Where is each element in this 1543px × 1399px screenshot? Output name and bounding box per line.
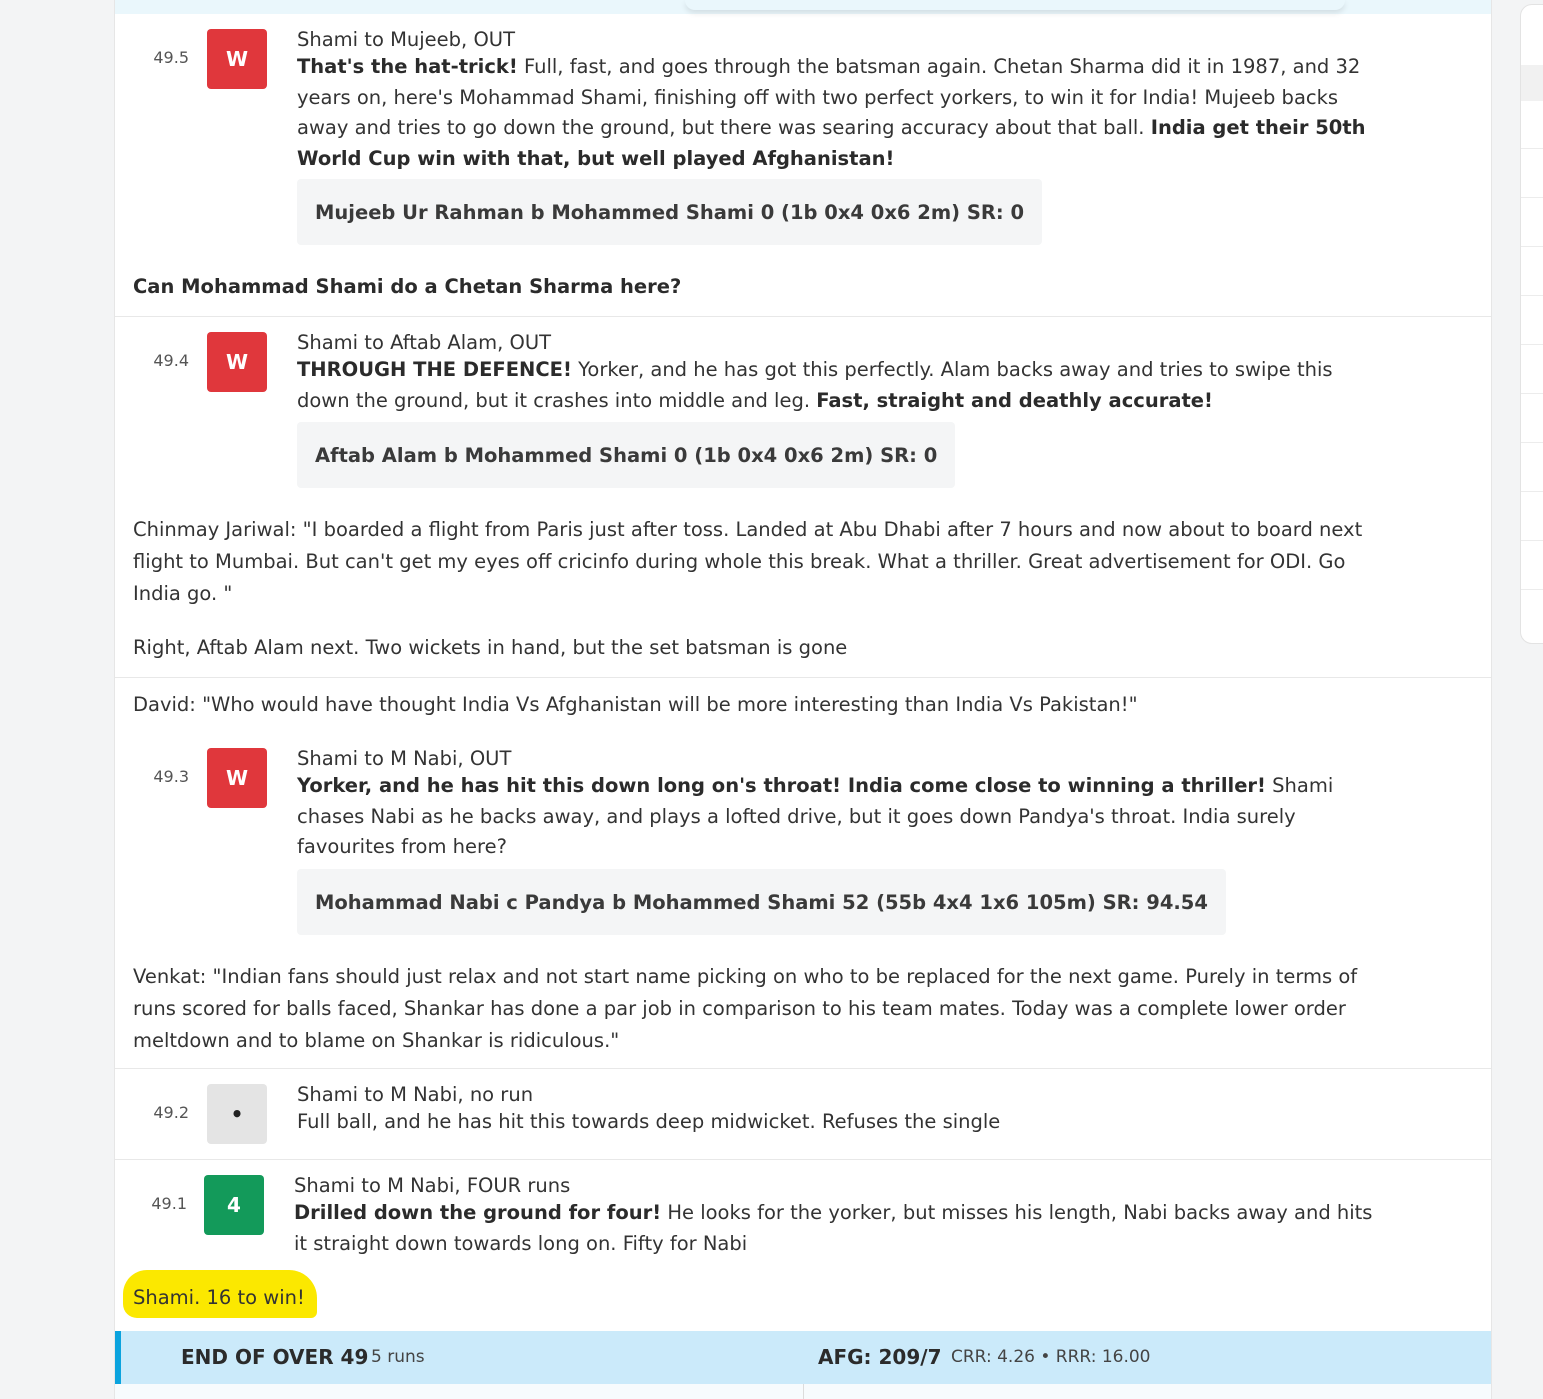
divider bbox=[1521, 344, 1543, 345]
dot-ball-badge: • bbox=[207, 1084, 267, 1144]
side-panel[interactable] bbox=[1520, 4, 1543, 644]
ball-tail: Fast, straight and deathly accurate! bbox=[816, 388, 1213, 412]
dismissal-card: Mohammad Nabi c Pandya b Mohammed Shami 52 (55b 4x4 1x6 105m) SR: 94.54 bbox=[297, 869, 1226, 935]
ball-title: Shami to M Nabi, OUT bbox=[297, 747, 512, 770]
wicket-badge: W bbox=[207, 332, 267, 392]
commentary-note: Can Mohammad Shami do a Chetan Sharma here? bbox=[133, 275, 682, 298]
commentary-note: Right, Aftab Alam next. Two wickets in hand, but the set batsman is gone bbox=[133, 636, 848, 659]
dismissal-card: Mujeeb Ur Rahman b Mohammed Shami 0 (1b 0x4 0x6 2m) SR: 0 bbox=[297, 179, 1042, 245]
ball-commentary bbox=[294, 1198, 1374, 1259]
wicket-badge: W bbox=[207, 748, 267, 808]
ball-title: Shami to Aftab Alam, OUT bbox=[297, 331, 552, 354]
divider bbox=[115, 316, 1491, 317]
ball-lead: Drilled down the ground for four! bbox=[294, 1201, 662, 1224]
reader-comment: Venkat: "Indian fans should just relax and not start name picking on who to be replaced for the next game. Purely in terms of runs scored for balls faced, Shankar has done a par job in comparison to his team mates. Today was a complete lower order meltdown and to blame on Shankar is ridiculous." bbox=[133, 965, 1358, 1052]
top-panel-edge bbox=[685, 0, 1345, 10]
over-number: 49.1 bbox=[151, 1194, 187, 1213]
team-score: AFG: 209/7 bbox=[818, 1345, 942, 1369]
dismissal-card: Aftab Alam b Mohammed Shami 0 (1b 0x4 0x6 2m) SR: 0 bbox=[297, 422, 955, 488]
over-number: 49.2 bbox=[153, 1103, 189, 1122]
ball-lead: THROUGH THE DEFENCE! bbox=[297, 358, 572, 381]
ball-title: Shami to M Nabi, FOUR runs bbox=[294, 1174, 571, 1197]
ball-lead: Yorker, and he has hit this down long on's throat! India come close to winning a thriller! bbox=[297, 774, 1266, 797]
divider bbox=[1521, 295, 1543, 296]
divider bbox=[1521, 246, 1543, 247]
divider bbox=[1521, 393, 1543, 394]
reader-comment: David: "Who would have thought India Vs Afghanistan will be more interesting than India Vs Pakistan!" bbox=[133, 693, 1138, 716]
four-runs-badge: 4 bbox=[204, 1175, 264, 1235]
divider bbox=[115, 1159, 1491, 1160]
ball-title: Shami to Mujeeb, OUT bbox=[297, 28, 515, 51]
divider bbox=[115, 677, 1491, 678]
divider bbox=[115, 1068, 1491, 1069]
end-of-over-title: END OF OVER 49 bbox=[181, 1345, 369, 1369]
over-number: 49.3 bbox=[153, 767, 189, 786]
commentary-note: Shami. 16 to win! bbox=[133, 1286, 305, 1309]
divider bbox=[1521, 589, 1543, 590]
divider bbox=[1521, 442, 1543, 443]
end-of-over-bar bbox=[115, 1331, 1491, 1384]
ball-text: Full, fast, and goes through the batsman again. Chetan Sharma did it in 1987, and 32 years on, here's Mohammad Shami, finishing off with two perfect yorkers, to win it for India! Mujeeb backs away and tries to go down the ground, but there was searing accuracy about that ball. bbox=[297, 55, 1361, 139]
ball-title: Shami to M Nabi, no run bbox=[297, 1083, 534, 1106]
over-number: 49.5 bbox=[153, 48, 189, 67]
ball-commentary bbox=[297, 355, 1387, 416]
ball-tail: India get their 50th World Cup win with that, but well played Afghanistan! bbox=[297, 116, 1366, 170]
divider bbox=[1521, 540, 1543, 541]
side-panel-active-row bbox=[1521, 65, 1543, 101]
divider bbox=[1521, 148, 1543, 149]
reader-comment: Chinmay Jariwal: "I boarded a flight from Paris just after toss. Landed at Abu Dhabi after 7 hours and now about to board next flight to Mumbai. But can't get my eyes off cricinfo during whole this break. What a thriller. Great advertisement for ODI. Go India go. " bbox=[133, 518, 1363, 605]
wicket-badge: W bbox=[207, 29, 267, 89]
divider bbox=[1521, 197, 1543, 198]
ball-text: Shami chases Nabi as he backs away, and plays a lofted drive, but it goes down Pandya's throat. India surely favourites from here? bbox=[297, 774, 1334, 858]
ball-commentary: Full ball, and he has hit this towards deep midwicket. Refuses the single bbox=[297, 1110, 1001, 1133]
over-runs: 5 runs bbox=[371, 1347, 425, 1367]
ball-commentary bbox=[297, 52, 1377, 174]
run-rates: CRR: 4.26 • RRR: 16.00 bbox=[951, 1347, 1151, 1367]
ball-commentary bbox=[297, 771, 1377, 863]
ball-text: Yorker, and he has got this perfectly. Alam backs away and tries to swipe this down the ground, but it crashes into middle and leg. bbox=[297, 358, 1333, 412]
ball-text: He looks for the yorker, but misses his length, Nabi backs away and hits it straight down towards long on. Fifty for Nabi bbox=[294, 1201, 1373, 1255]
divider bbox=[1521, 491, 1543, 492]
over-number: 49.4 bbox=[153, 351, 189, 370]
divider bbox=[803, 1384, 804, 1399]
ball-lead: That's the hat-trick! bbox=[297, 55, 518, 78]
commentary-feed bbox=[114, 0, 1492, 1399]
